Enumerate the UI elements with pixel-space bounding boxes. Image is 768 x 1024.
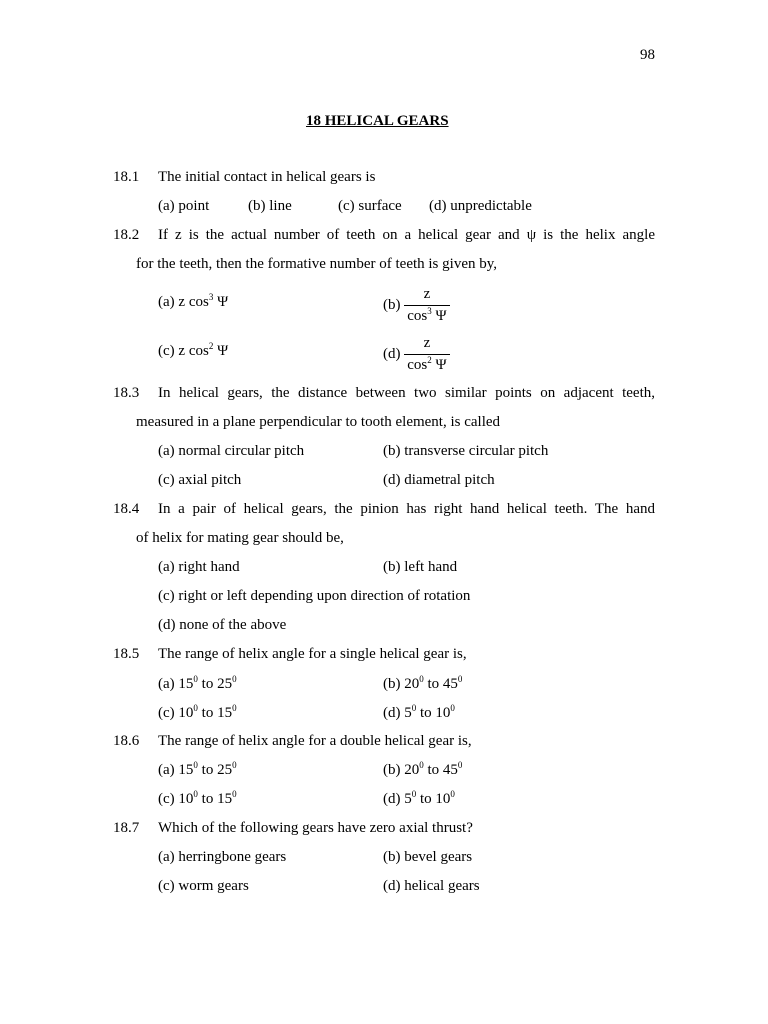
question-number: 18.5 [113,646,140,662]
option: (d) unpredictable [429,198,532,214]
fraction: $\frac{z}{\cos^3 \Psi}$ [404,287,449,324]
option: (b) transverse circular pitch [383,443,549,459]
question-text: The range of helix angle for a single helical gear is, [158,646,467,662]
question-number: 18.7 [113,820,140,836]
question-text-line2: for the teeth, then the formative number of teeth is given by, [136,256,497,272]
question-number: 18.2 [113,227,140,243]
question-text-line1: In a pair of helical gears, the pinion has right hand helical teeth. The hand [158,501,655,517]
option: (c) right or left depending upon direction of rotation [158,588,471,604]
option: (c) surface [338,198,402,214]
question-text-line2: of helix for mating gear should be, [136,530,344,546]
option-formula-b: (b) $\frac{z}{\cos^3 \Psi}$ [383,287,450,324]
option-formula-d: (d) $\frac{z}{\cos^2 \Psi}$ [383,336,450,373]
option: (d) helical gears [383,878,480,894]
question-text-line2: measured in a plane perpendicular to tooth element, is called [136,414,501,430]
option: (b) line [248,198,292,214]
page-number: 98 [640,47,655,63]
question-text-line1: In helical gears, the distance between two similar points on adjacent teeth, [158,385,655,401]
option: (d) $5^0$ to $10^0$ [383,703,455,721]
option: (d) $5^0$ to $10^0$ [383,789,455,807]
option-formula-c: (c) z $\cos^2 \Psi$ [158,341,229,359]
option: (b) bevel gears [383,849,473,865]
question-number: 18.6 [113,733,140,749]
option: (c) worm gears [158,878,249,894]
option: (b) $20^0$ to $45^0$ [383,674,463,692]
option: (d) none of the above [158,617,287,633]
question-text-line1: If z is the actual number of teeth on a helical gear and ψ is the helix angle [158,227,655,243]
option: (c) $10^0$ to $15^0$ [158,789,237,807]
option: (c) $10^0$ to $15^0$ [158,703,237,721]
option: (a) right hand [158,559,240,575]
question-text: Which of the following gears have zero axial thrust? [158,820,473,836]
option: (a) point [158,198,210,214]
question-text: The range of helix angle for a double helical gear is, [158,733,472,749]
option: (b) left hand [383,559,458,575]
question-number: 18.4 [113,501,140,517]
option: (a) herringbone gears [158,849,287,865]
option: (a) normal circular pitch [158,443,305,459]
option-formula-a: (a) z $\cos^3 \Psi$ [158,292,229,310]
option: (a) $15^0$ to $25^0$ [158,760,237,778]
question-text: The initial contact in helical gears is [158,169,376,185]
question-number: 18.1 [113,169,140,185]
fraction: $\frac{z}{\cos^2 \Psi}$ [404,336,449,373]
question-number: 18.3 [113,385,140,401]
option: (b) $20^0$ to $45^0$ [383,760,463,778]
option: (d) diametral pitch [383,472,495,488]
option: (c) axial pitch [158,472,242,488]
option: (a) $15^0$ to $25^0$ [158,674,237,692]
page-title: 18 HELICAL GEARS [306,113,449,129]
